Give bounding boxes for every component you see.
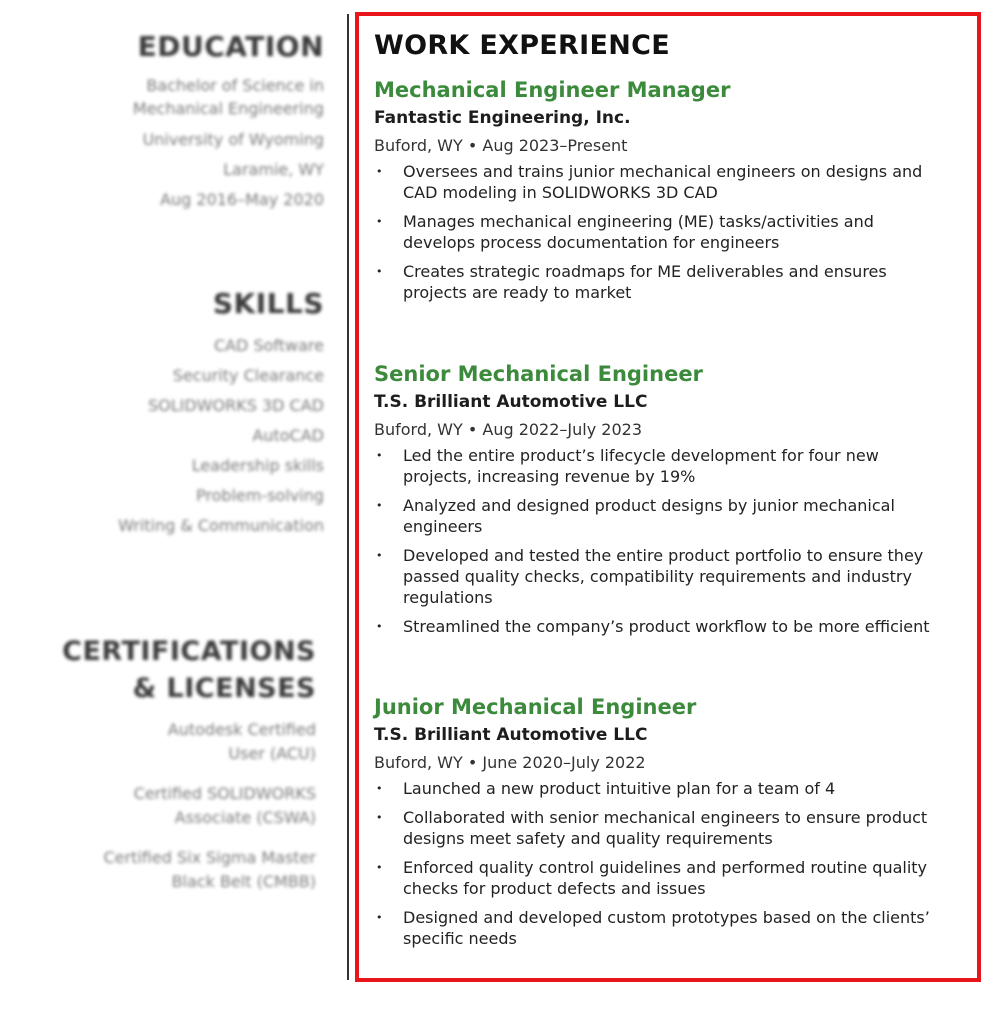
certification-line: Autodesk Certified (167, 720, 316, 739)
certification-line: Black Belt (CMBB) (171, 872, 316, 891)
certifications-heading: CERTIFICATIONS (62, 636, 316, 667)
job-title: Junior Mechanical Engineer (374, 695, 697, 719)
education-heading: EDUCATION (137, 30, 324, 63)
job-location-dates: Buford, WY • Aug 2022–July 2023 (374, 420, 642, 439)
skill-item: CAD Software (213, 336, 324, 355)
bullet-item: • Developed and tested the entire product portfolio to ensure they passed quality checks, compatibility requirements and industry regulations (376, 546, 924, 607)
bullet-item: • Oversees and trains junior mechanical engineers on designs and CAD modeling in SOLIDWORKS 3D CAD (376, 162, 923, 202)
job-company: T.S. Brilliant Automotive LLC (374, 725, 648, 745)
job-location-dates: Buford, WY • Aug 2023–Present (374, 136, 628, 155)
job-entry (374, 695, 974, 957)
skill-item: Leadership skills (191, 456, 324, 475)
certification-line: Certified SOLIDWORKS (133, 784, 316, 803)
bullet-item: • Led the entire product’s lifecycle development for four new projects, increasing revenue by 19% (376, 446, 879, 486)
job-bullets (374, 778, 974, 949)
bullet-item: • Collaborated with senior mechanical engineers to ensure product designs meet safety and quality requirements (376, 808, 928, 848)
education-line: Aug 2016–May 2020 (160, 190, 324, 209)
certifications-heading-line2: & LICENSES (132, 673, 316, 704)
education-line: Bachelor of Science in (146, 76, 324, 95)
job-title: Senior Mechanical Engineer (374, 362, 703, 386)
education-line: University of Wyoming (142, 130, 324, 149)
job-entry (374, 78, 974, 311)
certification-line: User (ACU) (228, 744, 316, 763)
job-bullets (374, 445, 974, 637)
job-location-dates: Buford, WY • June 2020–July 2022 (374, 753, 646, 772)
job-bullets (374, 161, 974, 303)
skill-item: Writing & Communication (118, 516, 324, 535)
sidebar (0, 0, 340, 1026)
skills-heading: SKILLS (212, 287, 324, 320)
bullet-item: • Creates strategic roadmaps for ME deliverables and ensures projects are ready to market (376, 262, 887, 302)
job-company: Fantastic Engineering, Inc. (374, 108, 631, 128)
bullet-item: • Manages mechanical engineering (ME) tasks/activities and develops process documentation for engineers (376, 212, 874, 252)
column-divider (347, 14, 349, 980)
education-line: Mechanical Engineering (132, 99, 324, 118)
education-line: Laramie, WY (223, 160, 324, 179)
job-entry (374, 362, 974, 645)
skill-item: Security Clearance (172, 366, 324, 385)
skill-item: SOLIDWORKS 3D CAD (148, 396, 324, 415)
certification-line: Associate (CSWA) (174, 808, 316, 827)
job-company: T.S. Brilliant Automotive LLC (374, 392, 648, 412)
bullet-item: • Launched a new product intuitive plan for a team of 4 (376, 779, 836, 798)
skill-item: AutoCAD (252, 426, 324, 445)
bullet-item: • Enforced quality control guidelines and performed routine quality checks for product defects and issues (376, 858, 928, 898)
bullet-item: • Analyzed and designed product designs by junior mechanical engineers (376, 496, 895, 536)
bullet-item: • Streamlined the company’s product workflow to be more efficient (376, 617, 930, 636)
skill-item: Problem-solving (196, 486, 324, 505)
work-experience-heading: WORK EXPERIENCE (374, 30, 670, 61)
job-title: Mechanical Engineer Manager (374, 78, 731, 102)
bullet-item: • Designed and developed custom prototypes based on the clients’ specific needs (376, 908, 930, 948)
certification-line: Certified Six Sigma Master (103, 848, 316, 867)
